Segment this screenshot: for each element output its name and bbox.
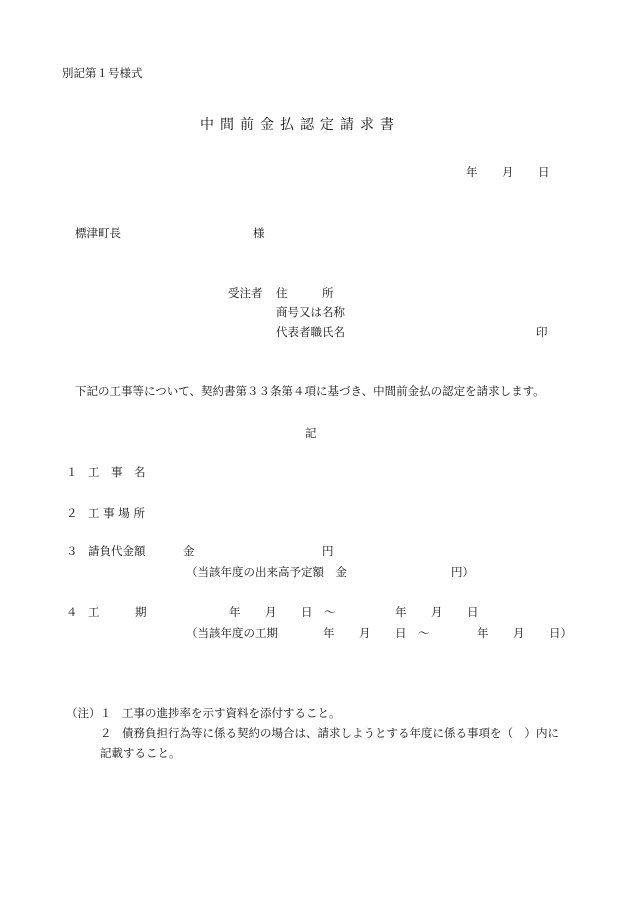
ki-heading: 記 — [305, 426, 317, 440]
item2-label: 工 事 場 所 — [88, 506, 145, 520]
document-title: 中間前金払認定請求書 — [200, 117, 400, 133]
item4-end-day: 日 — [467, 605, 479, 619]
item1-label: 工 事 名 — [88, 465, 146, 479]
contractor-rep-label: 代表者職氏名 — [276, 325, 345, 339]
item2-number: ２ — [66, 506, 78, 520]
item4-start-year: 年 — [229, 605, 241, 619]
contractor-label: 受注者 — [228, 286, 263, 300]
item3-sub-yen: 円） — [451, 565, 474, 579]
item1-number: １ — [66, 465, 78, 479]
item3-sub-open: （当該年度の出来高予定額 金 — [186, 565, 347, 579]
item4-label-b: 期 — [135, 605, 147, 619]
note2-text: 債務負担行為等に係る契約の場合は、請求しようとする年度に係る事項を（ ）内に — [122, 726, 559, 740]
item3-kin: 金 — [183, 544, 195, 558]
item4-sub-start-month: 月 — [359, 626, 371, 640]
item4-sub-end-month: 月 — [513, 626, 525, 640]
note1-number: １ — [100, 706, 112, 720]
date-month-label: 月 — [502, 165, 514, 179]
item4-start-month: 月 — [265, 605, 277, 619]
item4-label-a: 工 — [88, 605, 100, 619]
item4-sub-end-day: 日） — [549, 626, 572, 640]
item3-number: ３ — [66, 544, 78, 558]
contractor-company-label: 商号又は名称 — [276, 305, 345, 319]
contractor-address-label: 住 所 — [276, 286, 334, 300]
seal-mark: 印 — [536, 325, 548, 339]
addressee-name: 標津町長 — [75, 226, 121, 240]
date-day-label: 日 — [538, 165, 550, 179]
item4-number: ４ — [66, 605, 78, 619]
item4-sub-start-year: 年 — [323, 626, 335, 640]
item3-yen: 円 — [322, 544, 334, 558]
item3-label: 請負代金額 — [88, 544, 146, 558]
item4-start-day: 日 — [301, 605, 313, 619]
note1-text: 工事の進捗率を示す資料を添付すること。 — [122, 706, 341, 720]
item4-tilde: ～ — [324, 605, 336, 619]
item4-sub-end-year: 年 — [477, 626, 489, 640]
item4-sub-label: （当該年度の工期 — [186, 626, 278, 640]
item4-sub-start-day: 日 — [395, 626, 407, 640]
addressee-honorific: 様 — [253, 226, 265, 240]
item4-sub-tilde: ～ — [418, 626, 430, 640]
date-year-label: 年 — [466, 165, 478, 179]
form-id: 別記第１号様式 — [62, 66, 143, 80]
body-text: 下記の工事等について、契約書第３３条第４項に基づき、中間前金払の認定を請求します。 — [75, 384, 545, 398]
item4-end-year: 年 — [395, 605, 407, 619]
note2-number: ２ — [100, 726, 112, 740]
item4-end-month: 月 — [431, 605, 443, 619]
note2-continuation: 記載すること。 — [100, 746, 181, 760]
notes-head: （注） — [66, 706, 101, 720]
